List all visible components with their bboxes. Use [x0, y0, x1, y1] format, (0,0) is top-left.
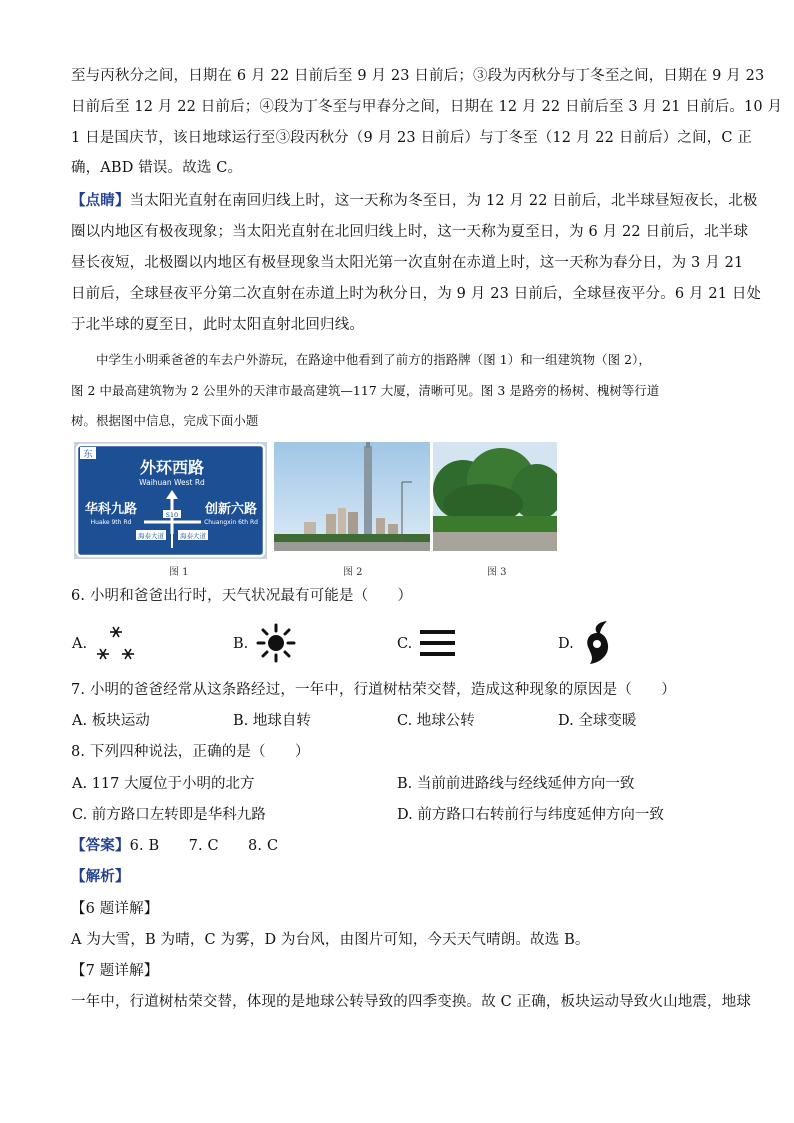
q7-option-c[interactable]: C. 地球公转 [397, 713, 475, 729]
q6-option-c[interactable] [397, 634, 412, 654]
q8-option-a[interactable]: A. 117 大厦位于小明的北方 [72, 776, 255, 792]
sign-left-cn: 华科九路 [84, 502, 138, 517]
detail7-label: 【7 题详解】 [71, 963, 159, 979]
sign-top-cn: 外环西路 [139, 458, 205, 477]
typhoon-icon [580, 620, 614, 666]
tip-line-1 [71, 191, 758, 211]
explanation-line-2: 日前后至 12 月 22 日前后；④段为丁冬至与甲春分之间，日期在 12 月 22 日前后至 3 月 21 日前后。10 月 [71, 99, 783, 115]
explanation-line-3: 1 日是国庆节，该日地球运行至③段丙秋分（9 月 23 日前后）与丁冬至（12 月 22 日前后）之间，C 正 [71, 130, 753, 146]
tip-line-3: 昼长夜短，北极圈以内地区有极昼现象当太阳光第一次直射在赤道上时，这一天称为春分日，为 3 月 21 [71, 255, 744, 271]
tip-text-1: 当太阳光直射在南回归线上时，这一天称为冬至日，为 12 月 22 日前后，北半球昼短夜长，北极 [129, 193, 758, 209]
answer-line [71, 836, 731, 856]
explanation-line-4: 确，ABD 错误。故选 C。 [71, 160, 243, 176]
explanation-line-1: 至与丙秋分之间，日期在 6 月 22 日前后至 9 月 23 日前后；③段为丙秋分与丁冬至之间，日期在 9 月 23 [71, 68, 765, 84]
answer-label: 【答案】 [71, 837, 130, 854]
q6-option-b[interactable] [233, 634, 248, 654]
tip-line-4: 日前后，全球昼夜平分第二次直射在赤道上时为秋分日，为 9 月 23 日前后，全球昼夜平分。6 月 21 日处 [71, 286, 762, 302]
figure-3-caption: 图 3 [487, 567, 507, 578]
q7-option-a[interactable]: A. 板块运动 [72, 713, 150, 729]
q6-option-d[interactable] [558, 634, 574, 654]
figure-1-caption: 图 1 [169, 567, 189, 578]
tower-117 [364, 446, 372, 538]
q6-option-d-letter: D. [558, 636, 574, 652]
snow-icon [92, 624, 138, 664]
sign-route-number: S10 [165, 511, 179, 519]
q7-option-d[interactable]: D. 全球变暖 [558, 713, 637, 729]
q8-stem: 8. 下列四种说法，正确的是（ ） [71, 744, 310, 760]
sun-icon [256, 623, 296, 663]
q6-option-c-letter: C. [397, 636, 413, 652]
passage-line-1: 中学生小明乘爸爸的车去户外游玩，在路途中他看到了前方的指路牌（图 1）和一组建筑物（图 2）， [71, 352, 651, 367]
q6-option-a-letter: A. [72, 636, 88, 652]
detail7-text: 一年中，行道树枯荣交替，体现的是地球公转导致的四季变换。故 C 正确，板块运动导致火山地震，地球 [71, 994, 752, 1010]
figure-2-caption: 图 2 [343, 567, 363, 578]
passage-line-3: 树。根据图中信息，完成下面小题 [71, 413, 259, 428]
detail6-text: A 为大雪，B 为晴，C 为雾，D 为台风，由图片可知，今天天气晴朗。故选 B。 [71, 932, 590, 948]
passage-line-2: 图 2 中最高建筑物为 2 公里外的天津市最高建筑—117 大厦，清晰可见。图 3 是路旁的杨树、槐树等行道 [71, 383, 660, 398]
figure-1-road-sign [74, 442, 267, 559]
q8-option-d[interactable]: D. 前方路口右转前行与纬度延伸方向一致 [397, 807, 664, 823]
q8-option-b[interactable]: B. 当前前进路线与经线延伸方向一致 [397, 776, 635, 792]
figure-3-roadside-trees [433, 442, 557, 551]
sign-corner-label: 东 [83, 450, 93, 460]
sign-top-en: Waihuan West Rd [139, 478, 205, 487]
fog-icon [419, 628, 457, 658]
q6-stem: 6. 小明和爸爸出行时，天气状况最有可能是（ ） [71, 588, 413, 604]
q6-option-b-letter: B. [233, 636, 249, 652]
sign-bottom-right: 海泰大道 [180, 532, 206, 540]
sign-bottom-left: 海泰大道 [138, 532, 164, 540]
figure-2-skyline [274, 442, 430, 551]
sign-right-cn: 创新六路 [204, 502, 258, 517]
q6-option-a[interactable] [72, 634, 87, 654]
tip-line-5: 于北半球的夏至日，此时太阳直射北回归线。 [71, 317, 364, 333]
detail6-label: 【6 题详解】 [71, 901, 159, 917]
tip-line-2: 圈以内地区有极夜现象；当太阳光直射在北回归线上时，这一天称为夏至日，为 6 月 22 日前后，北半球 [71, 224, 749, 240]
sign-left-en: Huake 9th Rd [90, 519, 132, 526]
q8-option-c[interactable]: C. 前方路口左转即是华科九路 [72, 807, 266, 823]
analysis-label: 【解析】 [71, 868, 130, 885]
sign-right-en: Chuangxin 6th Rd [204, 519, 258, 526]
tip-label: 【点睛】 [71, 192, 130, 209]
answer-text: 6. B 7. C 8. C [129, 838, 279, 854]
q7-stem: 7. 小明的爸爸经常从这条路经过，一年中，行道树枯荣交替，造成这种现象的原因是（ ） [71, 682, 676, 698]
q7-option-b[interactable]: B. 地球自转 [233, 713, 311, 729]
